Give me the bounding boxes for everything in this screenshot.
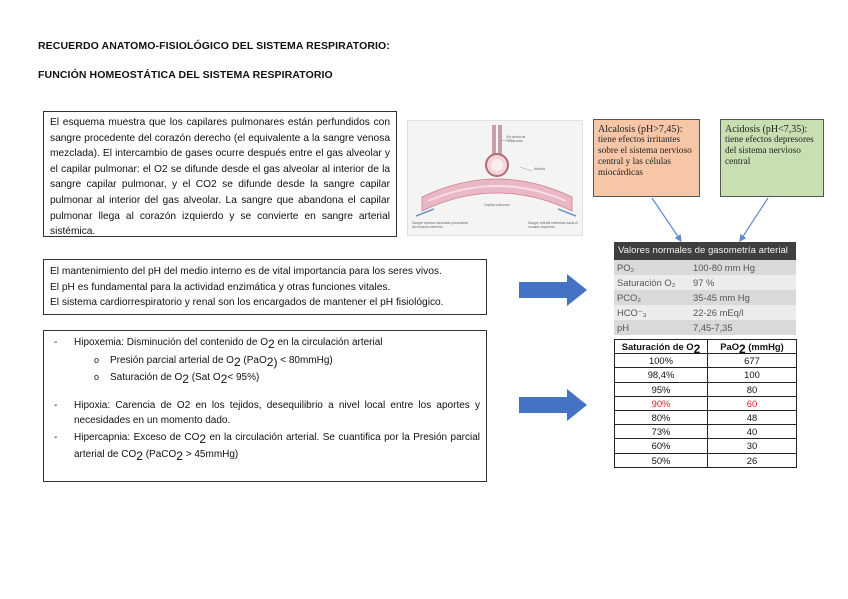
block-arrow-shape xyxy=(519,274,587,306)
hypercapnia-item xyxy=(50,429,480,463)
gasometry-table xyxy=(614,242,796,335)
hypercapnia-text: > 45mmHg) xyxy=(182,448,239,460)
saturation-row xyxy=(615,382,797,396)
ph-line-2: El pH es fundamental para la actividad enzimática y otras funciones vitales. xyxy=(50,281,391,293)
gasometry-key: Saturación O₂ xyxy=(617,277,676,288)
hypercapnia-text: Hipercapnia: Exceso de CO xyxy=(74,431,200,443)
acidosis-text: tiene efectos depresores del sistema nervioso central xyxy=(725,135,814,167)
label-alveolus: Alvéolo xyxy=(534,167,546,171)
ph-line-1: El mantenimiento del pH del medio interno es de vital importancia para los seres vivos. xyxy=(50,266,442,277)
pao2-value: 677 xyxy=(708,354,797,368)
pao2-value: 30 xyxy=(708,439,797,453)
gasometry-row xyxy=(614,290,796,305)
subscript: 2 xyxy=(220,372,228,387)
ph-text-box xyxy=(43,259,487,315)
acidosis-connector xyxy=(740,198,768,241)
header-saturation: Saturación de $O_2$ xyxy=(615,340,708,354)
pao2-value: 80 xyxy=(708,382,797,396)
page-title: RECUERDO ANATOMO-FISIOLÓGICO DEL SISTEMA RESPIRATORIO: xyxy=(38,40,390,52)
saturation-value: 60% xyxy=(615,439,708,453)
sat-text: < 95%) xyxy=(227,372,260,384)
section-title: FUNCIÓN HOMEOSTÁTICA DEL SISTEMA RESPIRATORIO xyxy=(38,69,333,81)
hypoxemia-sat-item xyxy=(50,370,480,386)
dash-bullet: - xyxy=(54,431,58,443)
gasometry-title: Valores normales de gasometría arterial xyxy=(614,242,796,260)
saturation-header-row xyxy=(615,340,797,354)
block-arrow-icon xyxy=(519,389,589,421)
pao2-value: 40 xyxy=(708,425,797,439)
saturation-row xyxy=(615,439,797,453)
gasometry-key: HCO⁻₃ xyxy=(617,307,647,318)
hypoxia-text: Hipoxia: Carencia de O2 en los tejidos, desequilibrio a nivel local entre los aportes y necesidades en un momento dado. xyxy=(74,399,480,427)
subscript: 2) xyxy=(266,354,278,369)
gasometry-value: 100-80 mm Hg xyxy=(693,262,756,273)
saturation-value: 100% xyxy=(615,354,708,368)
hypercapnia-text: en la circulación arterial. Se cuantifica por la Presión parcial arterial de CO xyxy=(74,431,480,460)
gasometry-row xyxy=(614,320,796,335)
pao2-value: 100 xyxy=(708,368,797,382)
subscript: 2 xyxy=(136,448,143,463)
label-airway: Vía aérea de conducción xyxy=(506,135,526,143)
subscript: 2 xyxy=(268,337,275,351)
saturation-row xyxy=(615,368,797,382)
pao2-value: 60 xyxy=(708,396,797,410)
gasometry-value: 97 % xyxy=(693,277,715,288)
definitions-box xyxy=(43,330,487,482)
saturation-value: 50% xyxy=(615,453,708,467)
alkalosis-text: tiene efectos irritantes sobre el sistema nervioso central y las células miocárdicas xyxy=(598,135,692,178)
gasometry-key: PCO₂ xyxy=(617,292,641,303)
hypoxemia-item xyxy=(50,335,480,351)
hypoxia-item xyxy=(50,398,480,429)
subscript: 2 xyxy=(182,372,189,387)
hypoxemia-text: Hipoxemia: Disminución del contenido de O xyxy=(74,337,268,348)
dash-bullet: - xyxy=(54,337,58,348)
gasometry-key: PO₂ xyxy=(617,262,635,273)
subscript: 2 xyxy=(233,354,241,369)
saturation-row xyxy=(615,354,797,368)
block-arrow-icon xyxy=(519,274,589,306)
acidosis-title: Acidosis (pH<7,35): xyxy=(725,124,808,135)
alkalosis-title: Alcalosis (pH>7,45): xyxy=(598,124,683,135)
label-capillary: Capilar pulmonar xyxy=(484,203,510,207)
saturation-value: 80% xyxy=(615,410,708,424)
gasometry-row xyxy=(614,275,796,290)
saturation-row xyxy=(615,425,797,439)
gasometry-value: 35-45 mm Hg xyxy=(693,292,750,303)
gasometry-key: pH xyxy=(617,322,629,333)
pao2-value: 48 xyxy=(708,410,797,424)
subscript: 2 xyxy=(176,448,183,463)
hypoxemia-pao2-item xyxy=(50,353,480,369)
pao2-text: Presión parcial arterial de O xyxy=(110,354,234,366)
sat-text: (Sat O xyxy=(188,372,221,384)
intro-text: El esquema muestra que los capilares pulmonares están perfundidos con sangre procedente del corazón derecho (el equivalente a la sangre venosa mezclada). El intercambio de gases ocurre después entre el gas alveolar y el capilar pulmonar: el O2 se difunde desde el gas alveolar al interior de la sangre capilar pulmonar, y el CO2 se difunde desde la sangre capilar pulmonar al interior del gas alveolar. La sangre que abandona el capilar pulmonar llega al corazón izquierdo y se convierte en sangre arterial sistémica. xyxy=(50,117,390,238)
circle-bullet: o xyxy=(94,372,100,383)
block-arrow-shape xyxy=(519,389,587,421)
label-mixed-venous: Sangre venosa mezclada procedente del corazón derecho xyxy=(412,221,469,229)
saturation-value: 73% xyxy=(615,425,708,439)
dash-bullet: - xyxy=(54,399,58,411)
gasometry-row xyxy=(614,260,796,275)
gasometry-value: 7,45-7,35 xyxy=(693,322,733,333)
pao2-value: 26 xyxy=(708,453,797,467)
subscript: 2 xyxy=(199,431,207,446)
hypoxemia-text-end: en la circulación arterial xyxy=(274,337,383,348)
hypercapnia-text: (PaCO xyxy=(142,448,177,460)
header-pao2: PaO$_2$ (mmHg) xyxy=(708,340,797,354)
saturation-value: 95% xyxy=(615,382,708,396)
sat-text: Saturación de O xyxy=(110,372,183,384)
saturation-value: 98,4% xyxy=(615,368,708,382)
pao2-text: < 80mmHg) xyxy=(277,354,333,366)
saturation-value: 90% xyxy=(615,396,708,410)
alkalosis-connector xyxy=(652,198,681,241)
saturation-table xyxy=(614,339,797,468)
ph-line-3: El sistema cardiorrespiratorio y renal son los encargados de mantener el pH fisiológico. xyxy=(50,297,444,309)
label-systemic-arterial: Sangre arterial sistémica hacia el corazón izquierdo xyxy=(528,221,578,229)
pao2-text: (PaO xyxy=(240,354,267,366)
gasometry-row xyxy=(614,305,796,320)
saturation-row xyxy=(615,410,797,424)
saturation-row xyxy=(615,453,797,467)
saturation-row xyxy=(615,396,797,410)
circle-bullet: o xyxy=(94,354,100,365)
gasometry-value: 22-26 mEq/l xyxy=(693,307,744,318)
